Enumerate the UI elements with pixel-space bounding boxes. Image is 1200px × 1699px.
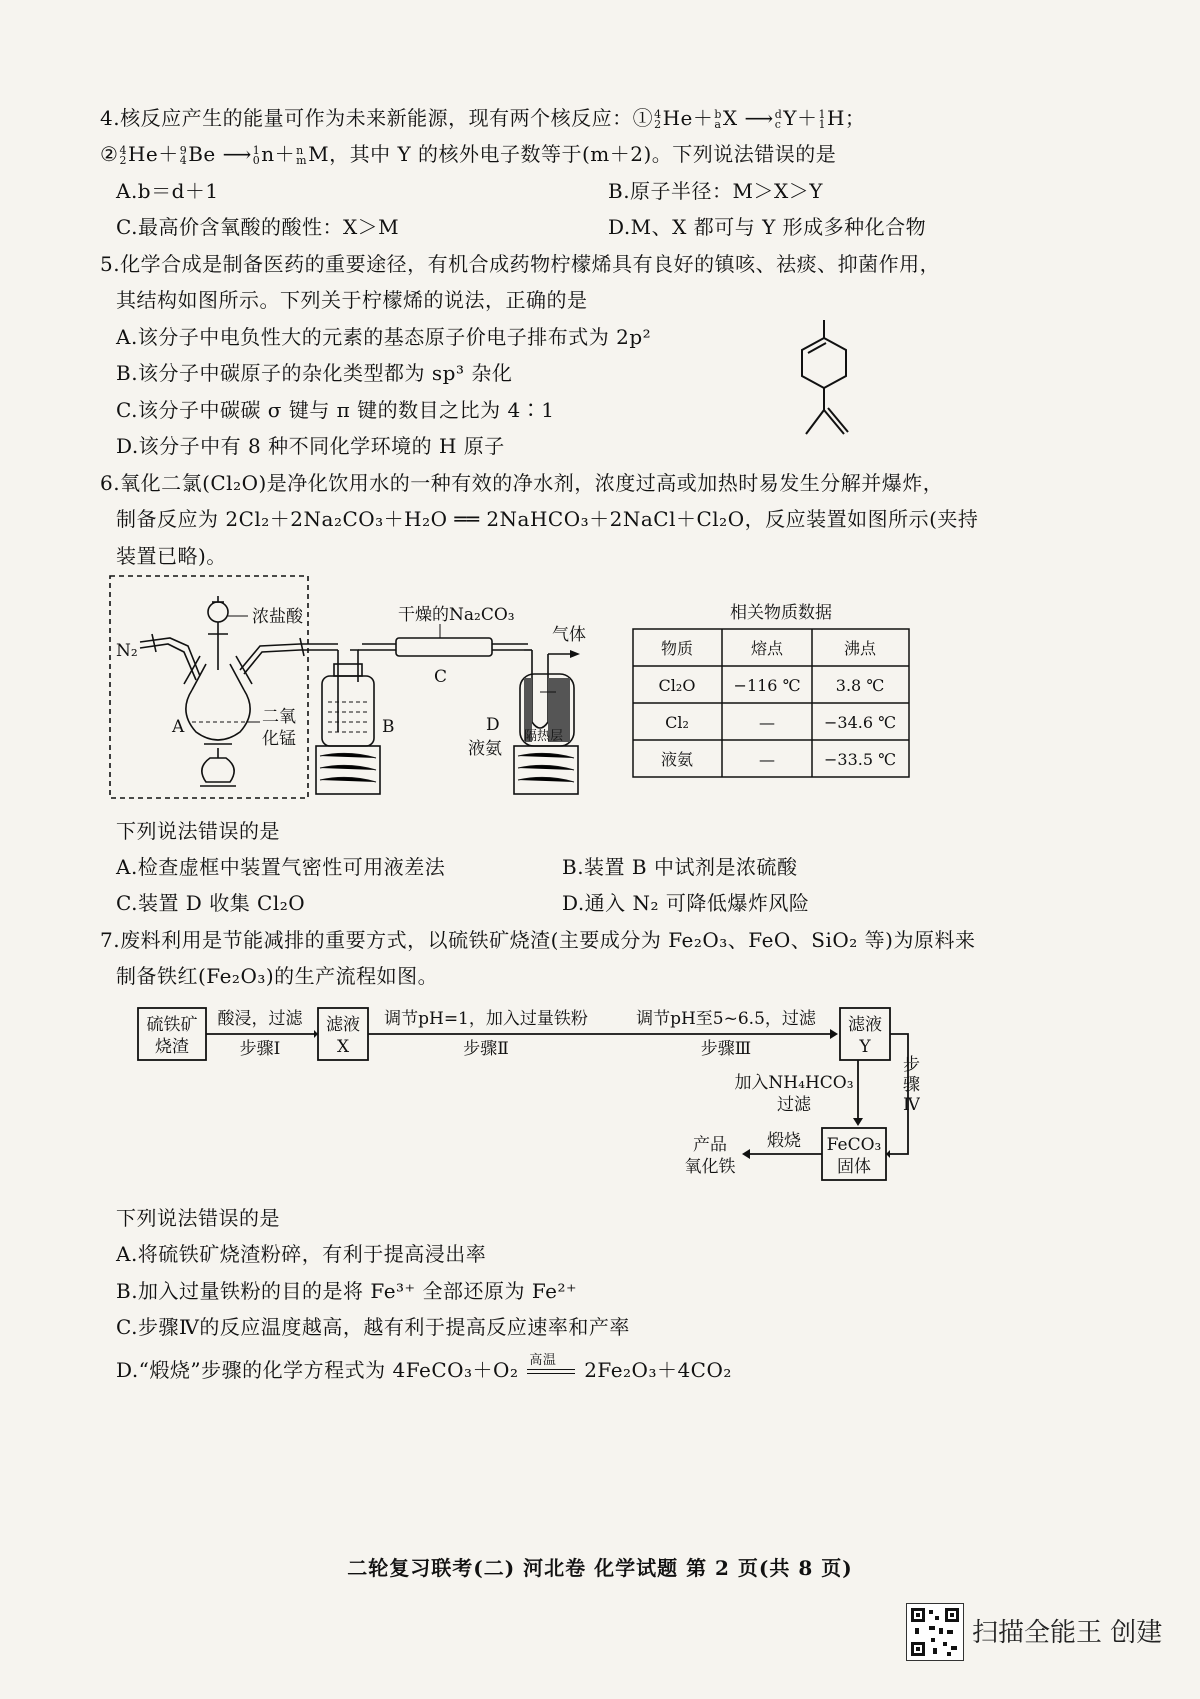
table-head-boiling: 沸点 [843, 639, 877, 658]
table-cell: −33.5 ℃ [823, 750, 897, 769]
q5-option-c: C.该分子中碳碳 σ 键与 π 键的数目之比为 4∶1 [116, 398, 555, 422]
box-feco3-1: FeCO₃ [826, 1135, 882, 1155]
table-cell: 3.8 ℃ [835, 676, 885, 695]
product-2: 氧化铁 [684, 1157, 736, 1177]
q6-stem-line3: 装置已略)。 [116, 544, 227, 568]
table-head-substance: 物质 [660, 639, 694, 658]
arrow3-bottom: 步骤Ⅲ [700, 1039, 752, 1059]
arrow1-bottom: 步骤Ⅰ [239, 1039, 281, 1059]
q7-option-d: D.“煅烧”步骤的化学方程式为 4FeCO₃＋O₂ 高温 2Fe₂O₃＋4CO₂ [116, 1354, 732, 1383]
step4-1: 步 [903, 1055, 920, 1075]
q4-option-b: B.原子半径：M＞X＞Y [608, 179, 823, 203]
q5-option-b: B.该分子中碳原子的杂化类型都为 sp³ 杂化 [116, 361, 513, 385]
arrow2-top: 调节pH=1，加入过量铁粉 [384, 1009, 588, 1029]
label-insulation: 隔热层 [524, 729, 564, 744]
q4-option-d: D.M、X 都可与 Y 形成多种化合物 [608, 215, 927, 239]
label-n2: N₂ [116, 641, 138, 661]
limonene-structure [790, 310, 880, 450]
table-head-melting: 熔点 [750, 639, 784, 658]
box-slag-1: 硫铁矿 [146, 1015, 198, 1035]
label-a: A [172, 717, 185, 737]
label-b: B [382, 717, 395, 737]
table-cell: −116 ℃ [733, 676, 801, 695]
q6-option-b: B.装置 B 中试剂是浓硫酸 [562, 855, 798, 879]
q5-stem-line1: 5.化学合成是制备医药的重要途径，有机合成药物柠檬烯具有良好的镇咳、祛痰、抑菌作用， [100, 252, 941, 276]
product-1: 产品 [693, 1135, 727, 1155]
data-table-title: 相关物质数据 [730, 603, 832, 623]
q4-option-a: A.b＝d＋1 [116, 179, 219, 203]
q7-option-c: C.步骤Ⅳ的反应温度越高，越有利于提高反应速率和产率 [116, 1315, 630, 1339]
q5-option-a: A.该分子中电负性大的元素的基态原子价电子排布式为 2p² [116, 325, 652, 349]
box-filtrate-x-1: 滤液 [326, 1015, 360, 1035]
q7-option-b: B.加入过量铁粉的目的是将 Fe³⁺ 全部还原为 Fe²⁺ [116, 1279, 578, 1303]
page-footer: 二轮复习联考(二) 河北卷 化学试题 第 2 页(共 8 页) [347, 1556, 853, 1580]
q6-option-d: D.通入 N₂ 可降低爆炸风险 [562, 891, 810, 915]
step4-2: 骤 [903, 1075, 920, 1095]
arrow4-line1: 加入NH₄HCO₃ [734, 1073, 854, 1093]
arrow2-bottom: 步骤Ⅱ [463, 1039, 509, 1059]
arrow1-top: 酸浸，过滤 [217, 1009, 303, 1029]
q7-stem-line1: 7.废料利用是节能减排的重要方式，以硫铁矿烧渣(主要成分为 Fe₂O₃、FeO、SiO₂ 等)为原料来 [100, 928, 976, 952]
step4-3: Ⅳ [903, 1095, 920, 1115]
q5-stem-line2: 其结构如图所示。下列关于柠檬烯的说法，正确的是 [116, 288, 588, 312]
reaction-condition: 高温 [529, 1352, 557, 1368]
table-cell: — [759, 750, 775, 769]
q6-option-c: C.装置 D 收集 Cl₂O [116, 891, 306, 915]
box-filtrate-x-2: X [336, 1037, 350, 1057]
box-filtrate-y-2: Y [859, 1037, 871, 1057]
box-filtrate-y-1: 滤液 [848, 1015, 882, 1035]
box-slag-2: 烧渣 [155, 1037, 189, 1057]
process-flowchart [130, 1000, 920, 1190]
label-liquid-nh3: 液氨 [468, 739, 502, 759]
q6-stem-line2: 制备反应为 2Cl₂＋2Na₂CO₃＋H₂O ══ 2NaHCO₃＋2NaCl＋Cl₂O，反应装置如图所示(夹持 [116, 507, 979, 531]
q4-stem-line2: ② 4 2 He＋ 9 4 Be ⟶ 1 0 n＋ n m M，其中 Y 的核外电子数等于(m＋2)。下列说法错误的是 [100, 142, 837, 167]
label-mno2-1: 二氧 [262, 707, 296, 727]
q6-stem-line1: 6.氧化二氯(Cl₂O)是净化饮用水的一种有效的净水剂，浓度过高或加热时易发生分解并爆炸， [100, 471, 944, 495]
q7-question: 下列说法错误的是 [116, 1206, 280, 1230]
q4-stem-line1: 4.核反应产生的能量可作为未来新能源，现有两个核反应：① 4 2 He＋ b a X ⟶ d c Y＋ 1 1 H； [100, 106, 866, 131]
label-conc-hcl: 浓盐酸 [252, 607, 303, 627]
q7-option-a: A.将硫铁矿烧渣粉碎，有利于提高浸出率 [116, 1242, 487, 1266]
data-table [632, 628, 910, 778]
label-d: D [486, 715, 500, 735]
label-mno2-2: 化锰 [262, 729, 296, 749]
apparatus-diagram [100, 572, 620, 804]
q4-option-c: C.最高价含氧酸的酸性：X＞M [116, 215, 400, 239]
label-gas: 气体 [552, 625, 586, 645]
scanner-watermark: 扫描全能王 创建 [972, 1618, 1163, 1648]
q5-option-d: D.该分子中有 8 种不同化学环境的 H 原子 [116, 434, 505, 458]
arrow4-line2: 过滤 [777, 1095, 811, 1115]
box-feco3-2: 固体 [837, 1157, 871, 1177]
label-c: C [434, 667, 448, 687]
qr-code-icon [906, 1603, 964, 1661]
q6-option-a: A.检查虚框中装置气密性可用液差法 [116, 855, 446, 879]
table-cell: Cl₂ [665, 713, 689, 732]
table-cell: 液氨 [660, 750, 694, 769]
q6-question: 下列说法错误的是 [116, 819, 280, 843]
label-na2co3: 干燥的Na₂CO₃ [398, 605, 515, 625]
q7-stem-line2: 制备铁红(Fe₂O₃)的生产流程如图。 [116, 964, 439, 988]
table-cell: — [759, 713, 775, 732]
arrow5-label: 煅烧 [767, 1131, 801, 1151]
table-cell: Cl₂O [658, 676, 696, 695]
table-cell: −34.6 ℃ [823, 713, 897, 732]
arrow3-top: 调节pH至5~6.5，过滤 [636, 1009, 816, 1029]
